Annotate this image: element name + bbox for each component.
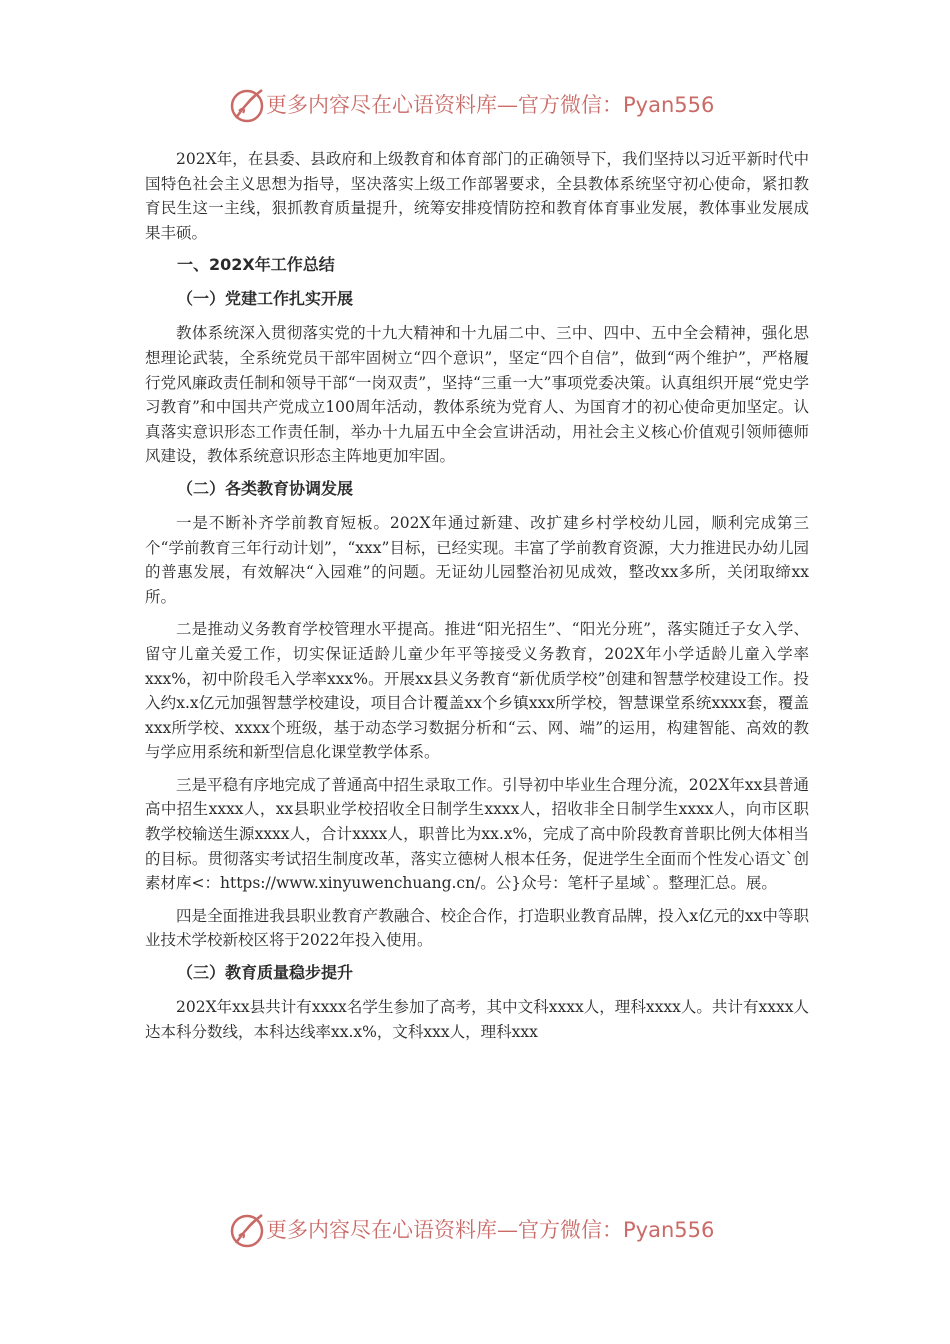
document-body — [145, 147, 809, 1044]
high-school-paragraph: 三是平稳有序地完成了普通高中招生录取工作。引导初中毕业生合理分流，202X年xx县普通高中招生xxxx人，xx县职业学校招收全日制学生xxxx人，招收非全日制学生xxxx人，向市区职教学校输送生源xxxx人，合计xxxx人，职普比为xx.x%，完成了高中阶段教育普职比例大体相当的目标。贯彻落实考试招生制度改革，落实立德树人根本任务，促进学生全面而个性发心语文`创素材库<：https://www.xinyuwenchuang.cn/。公}众号：笔杆子星域`。整理汇总。展。 — [145, 775, 809, 893]
intro-paragraph: 202X年，在县委、县政府和上级教育和体育部门的正确领导下，我们坚持以习近平新时代中国特色社会主义思想为指导，坚决落实上级工作部署要求，全县教体系统坚守初心使命，紧扣教育民生这一主线，狠抓教育质量提升，统筹安排疫情防控和教育体育事业发展，教体事业发展成果丰硕。 — [145, 150, 809, 242]
party-building-paragraph: 教体系统深入贯彻落实党的十九大精神和十九届二中、三中、四中、五中全会精神，强化思想理论武装，全系统党员干部牢固树立“四个意识”，坚定“四个自信”，做到“两个维护”，严格履行党风廉政责任制和领导干部“一岗双责”，坚持“三重一大”事项党委决策。认真组织开展“党史学习教育”和中国共产党成立100周年活动，教体系统为党育人、为国育才的初心使命更加坚定。认真落实意识形态工作责任制，举办十九届五中全会宣讲活动，用社会主义核心价值观引领师德师风建设，教体系统意识形态主阵地更加牢固。 — [145, 324, 809, 466]
quill-logo-icon — [228, 1210, 268, 1250]
preschool-paragraph: 一是不断补齐学前教育短板。202X年通过新建、改扩建乡村学校幼儿园，顺利完成第三个“学前教育三年行动计划”，“xxx”目标，已经实现。丰富了学前教育资源，大力推进民办幼儿园的普惠发展，有效解决“入园难”的问题。无证幼儿园整治初见成效，整改xx多所，关闭取缔xx所。 — [145, 513, 809, 606]
watermark-banner-top — [0, 80, 950, 130]
quill-logo-icon — [228, 85, 268, 125]
section-heading: 一、202X年工作总结 — [177, 255, 335, 275]
compulsory-education-paragraph: 二是推动义务教育学校管理水平提高。推进“阳光招生”、“阳光分班”，落实随迁子女入学、留守儿童关爱工作，切实保证适龄儿童少年平等接受义务教育，202X年小学适龄儿童入学率xxx%，初中阶段毛入学率xxx%。开展xx县义务教育“新优质学校”创建和智慧学校建设工作。投入约x.x亿元加强智慧学校建设，项目合计覆盖xx个乡镇xxx所学校，智慧课堂系统xxxx套，覆盖xxx所学校、xxxx个班级，基于动态学习数据分析和“云、网、端”的运用，构建智能、高效的教与学应用系统和新型信息化课堂教学体系。 — [145, 620, 809, 762]
vocational-paragraph: 四是全面推进我县职业教育产教融合、校企合作，打造职业教育品牌，投入x亿元的xx中等职业技术学校新校区将于2022年投入使用。 — [145, 906, 809, 950]
subsection-heading-1: （一）党建工作扎实开展 — [177, 289, 354, 309]
subsection-heading-2: （二）各类教育协调发展 — [177, 478, 354, 498]
watermark-text: 更多内容尽在心语资料库—官方微信：Pyan556 — [266, 1218, 715, 1242]
watermark-banner-bottom — [0, 1205, 950, 1255]
exam-results-paragraph: 202X年xx县共计有xxxx名学生参加了高考，其中文科xxxx人，理科xxxx人。共计有xxxx人达本科分数线，本科达线率xx.x%，文科xxx人，理科xxx — [145, 998, 809, 1041]
watermark-text: 更多内容尽在心语资料库—官方微信：Pyan556 — [266, 93, 715, 117]
wechat-id: Pyan556 — [623, 93, 715, 117]
wechat-id: Pyan556 — [623, 1218, 715, 1242]
subsection-heading-3: （三）教育质量稳步提升 — [177, 963, 354, 983]
